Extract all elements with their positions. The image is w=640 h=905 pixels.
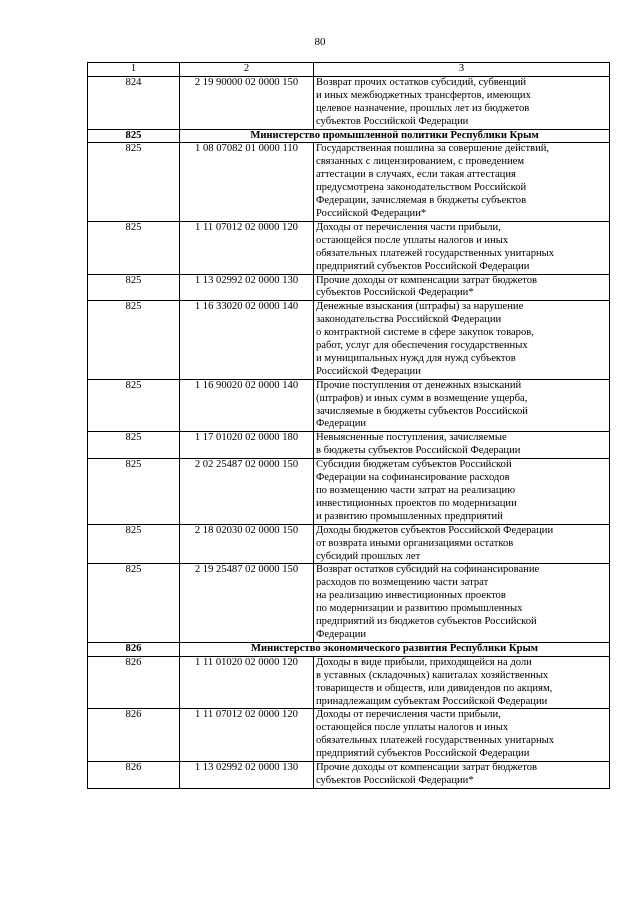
budget-revenue-table xyxy=(87,62,610,789)
column-number-3: 3 xyxy=(314,63,610,77)
table-row xyxy=(88,709,610,762)
budget-classification-code: 2 19 25487 02 0000 150 xyxy=(180,564,314,642)
revenue-description xyxy=(314,524,610,564)
description-line: (штрафов) и иных сумм в возмещение ущерба, xyxy=(316,392,528,404)
revenue-description xyxy=(314,274,610,301)
revenue-description xyxy=(314,432,610,459)
table-row xyxy=(88,459,610,525)
revenue-description xyxy=(314,564,610,642)
description-line: расходов по возмещению части затрат xyxy=(316,577,489,589)
budget-classification-code: 2 02 25487 02 0000 150 xyxy=(180,459,314,525)
description-line: Государственная пошлина за совершение действий, xyxy=(316,143,550,155)
description-line: в бюджеты субъектов Российской Федерации xyxy=(316,445,521,457)
administrator-code: 825 xyxy=(88,221,180,274)
description-line: обязательных платежей государственных унитарных xyxy=(316,247,555,259)
description-line: предусмотрена законодательством Российской xyxy=(316,182,527,194)
administrator-code: 826 xyxy=(88,642,180,656)
budget-classification-code: 1 16 33020 02 0000 140 xyxy=(180,301,314,379)
description-line: субъектов Российской Федерации* xyxy=(316,287,474,299)
description-line: Российской Федерации xyxy=(316,365,421,377)
description-line: предприятий из бюджетов субъектов Российской xyxy=(316,616,537,628)
description-line: Возврат остатков субсидий на софинансирование xyxy=(316,564,540,576)
budget-classification-code: 1 17 01020 02 0000 180 xyxy=(180,432,314,459)
revenue-description xyxy=(314,459,610,525)
description-line: предприятий субъектов Российской Федерации xyxy=(316,748,530,760)
description-line: и иных межбюджетных трансфертов, имеющих xyxy=(316,89,531,101)
column-number-1: 1 xyxy=(88,63,180,77)
revenue-description xyxy=(314,301,610,379)
description-line: Невыясненные поступления, зачисляемые xyxy=(316,432,507,444)
description-line: Прочие доходы от компенсации затрат бюджетов xyxy=(316,762,538,774)
description-line: Федерации, зачисляемая в бюджеты субъектов xyxy=(316,195,527,207)
administrator-code: 825 xyxy=(88,129,180,143)
table-body xyxy=(88,76,610,788)
administrator-code: 826 xyxy=(88,709,180,762)
ministry-header-row xyxy=(88,129,610,143)
description-line: целевое назначение, прошлых лет из бюджетов xyxy=(316,102,530,114)
budget-classification-code: 1 11 07012 02 0000 120 xyxy=(180,221,314,274)
page-number: 80 xyxy=(314,36,326,48)
administrator-code: 825 xyxy=(88,301,180,379)
revenue-description xyxy=(314,143,610,221)
budget-classification-code: 1 11 01020 02 0000 120 xyxy=(180,656,314,709)
administrator-code: 826 xyxy=(88,762,180,789)
revenue-description xyxy=(314,656,610,709)
description-line: Субсидии бюджетам субъектов Российской xyxy=(316,459,512,471)
table-row xyxy=(88,432,610,459)
description-line: Прочие поступления от денежных взысканий xyxy=(316,379,522,391)
administrator-code: 825 xyxy=(88,564,180,642)
description-line: субъектов Российской Федерации xyxy=(316,115,469,127)
table-row xyxy=(88,301,610,379)
description-line: субъектов Российской Федерации* xyxy=(316,774,474,786)
table-row xyxy=(88,274,610,301)
description-line: остающейся после уплаты налогов и иных xyxy=(316,234,509,246)
administrator-code: 825 xyxy=(88,432,180,459)
description-line: Доходы бюджетов субъектов Российской Федерации xyxy=(316,524,554,536)
description-line: остающейся после уплаты налогов и иных xyxy=(316,722,509,734)
administrator-code: 826 xyxy=(88,656,180,709)
ministry-name: Министерство промышленной политики Республики Крым xyxy=(180,129,610,143)
administrator-code: 825 xyxy=(88,379,180,432)
administrator-code: 825 xyxy=(88,274,180,301)
description-line: зачисляемые в бюджеты субъектов Российской xyxy=(316,405,528,417)
table-row xyxy=(88,143,610,221)
table-row xyxy=(88,76,610,129)
budget-classification-code: 1 13 02992 02 0000 130 xyxy=(180,274,314,301)
administrator-code: 824 xyxy=(88,76,180,129)
description-line: по возмещению части затрат на реализацию xyxy=(316,485,516,496)
revenue-description xyxy=(314,762,610,789)
administrator-code: 825 xyxy=(88,143,180,221)
description-line: товариществ и обществ, или дивидендов по акциям, xyxy=(316,682,553,694)
description-line: Прочие доходы от компенсации затрат бюджетов xyxy=(316,274,538,286)
description-line: законодательства Российской Федерации xyxy=(316,314,502,326)
description-line: на реализацию инвестиционных проектов xyxy=(316,590,506,602)
revenue-description xyxy=(314,709,610,762)
administrator-code: 825 xyxy=(88,524,180,564)
revenue-description xyxy=(314,379,610,432)
table-row xyxy=(88,762,610,789)
budget-classification-code: 2 19 90000 02 0000 150 xyxy=(180,76,314,129)
description-line: Российской Федерации* xyxy=(316,207,427,219)
description-line: инвестиционных проектов по модернизации xyxy=(316,497,517,509)
description-line: Возврат прочих остатков субсидий, субвенций xyxy=(316,76,527,88)
description-line: Доходы в виде прибыли, приходящейся на доли xyxy=(316,656,532,668)
ministry-name: Министерство экономического развития Республики Крым xyxy=(180,642,610,656)
description-line: в уставных (складочных) капиталах хозяйственных xyxy=(316,669,549,681)
table-row xyxy=(88,221,610,274)
description-line: субсидий прошлых лет xyxy=(316,550,421,562)
revenue-description xyxy=(314,76,610,129)
table-row xyxy=(88,379,610,432)
description-line: связанных с лицензированием, с проведением xyxy=(316,156,525,168)
budget-classification-code: 1 16 90020 02 0000 140 xyxy=(180,379,314,432)
table-row xyxy=(88,524,610,564)
column-number-2: 2 xyxy=(180,63,314,77)
description-line: аттестации в случаях, если такая аттестация xyxy=(316,169,516,181)
description-line: и развитию промышленных предприятий xyxy=(316,510,503,522)
table-row xyxy=(88,564,610,642)
description-line: принадлежащим субъектам Российской Федерации xyxy=(316,695,548,707)
description-line: работ, услуг для обеспечения государственных xyxy=(316,340,528,352)
description-line: Доходы от перечисления части прибыли, xyxy=(316,221,501,233)
table-row xyxy=(88,656,610,709)
description-line: и муниципальных нужд для нужд субъектов xyxy=(316,352,516,364)
budget-classification-code: 1 08 07082 01 0000 110 xyxy=(180,143,314,221)
table-header-row xyxy=(88,63,610,77)
description-line: обязательных платежей государственных унитарных xyxy=(316,735,555,747)
budget-classification-code: 1 11 07012 02 0000 120 xyxy=(180,709,314,762)
description-line: Федерации xyxy=(316,628,367,640)
description-line: Доходы от перечисления части прибыли, xyxy=(316,709,501,721)
revenue-description xyxy=(314,221,610,274)
description-line: Федерации xyxy=(316,418,367,430)
description-line: Федерации на софинансирование расходов xyxy=(316,472,510,484)
budget-classification-code: 2 18 02030 02 0000 150 xyxy=(180,524,314,564)
budget-classification-code: 1 13 02992 02 0000 130 xyxy=(180,762,314,789)
description-line: Денежные взыскания (штрафы) за нарушение xyxy=(316,301,524,313)
description-line: по модернизации и развитию промышленных xyxy=(316,603,523,615)
description-line: о контрактной системе в сфере закупок товаров, xyxy=(316,327,534,339)
administrator-code: 825 xyxy=(88,459,180,525)
description-line: от возврата иными организациями остатков xyxy=(316,537,514,549)
description-line: предприятий субъектов Российской Федерации xyxy=(316,260,530,272)
ministry-header-row xyxy=(88,642,610,656)
